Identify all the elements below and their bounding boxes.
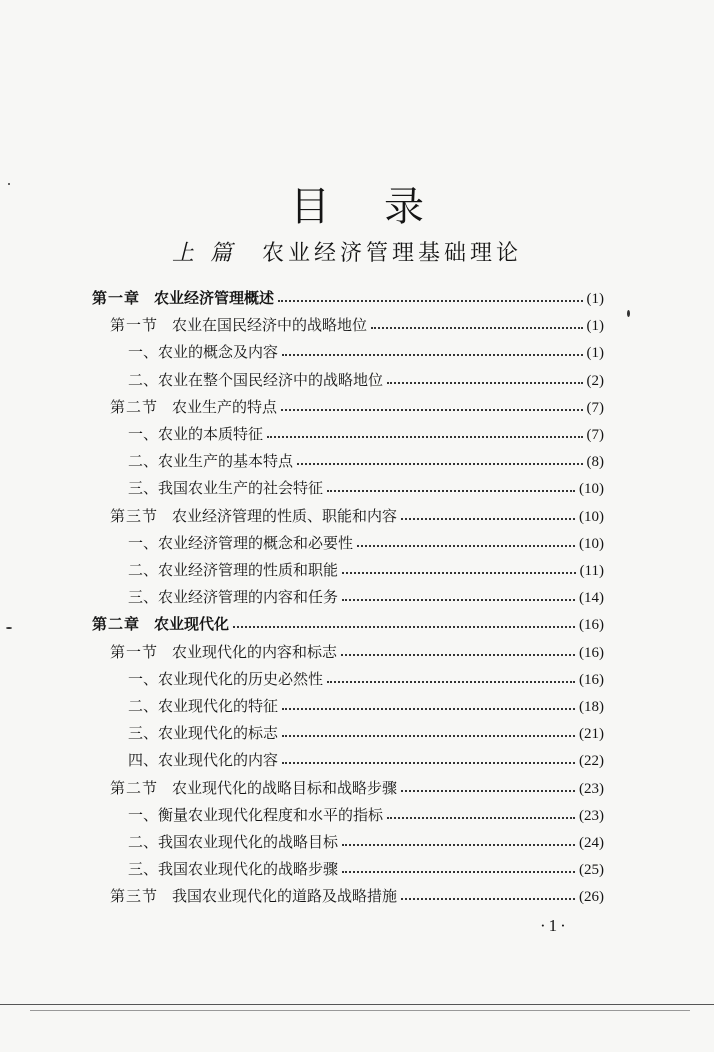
- toc-entry-label: [128, 339, 278, 365]
- page-number: ·1·: [540, 916, 569, 935]
- toc-entry-number: 第三节: [110, 887, 159, 906]
- toc-entry-title: 三、我国农业生产的社会特征: [128, 479, 324, 498]
- toc-entry-page: (1): [586, 345, 604, 362]
- toc-entry-title: 二、农业现代化的特征: [128, 697, 279, 715]
- toc-entry-section: [110, 775, 604, 801]
- scan-rule-line-faint: [30, 1010, 690, 1011]
- toc-entry-label: [128, 829, 338, 855]
- toc-entry-label: [110, 503, 397, 529]
- toc-entry-page: (8): [586, 454, 604, 471]
- toc-entry-title: 农业现代化的内容和标志: [172, 642, 338, 661]
- toc-entry-chapter: [92, 611, 604, 637]
- toc-entry-page: (7): [586, 427, 604, 443]
- toc-entry-page: (25): [579, 862, 604, 879]
- toc-entry-page: (10): [579, 508, 604, 525]
- dot-leader: [342, 572, 576, 574]
- toc-entry-number: 第一章: [92, 289, 141, 307]
- toc-entry-label: [92, 285, 274, 311]
- toc-entry-label: [128, 584, 338, 610]
- dot-leader: [371, 327, 582, 329]
- dot-leader: [387, 382, 582, 384]
- toc-entry-label: [110, 394, 277, 420]
- toc-entry-label: [128, 747, 278, 773]
- toc-entry-item: [128, 448, 604, 474]
- toc-entry-title: 农业经济管理概述: [154, 289, 275, 307]
- toc-entry-label: [128, 421, 263, 447]
- toc-entry-title: 农业生产的特点: [172, 397, 278, 416]
- toc-entry-page: (16): [579, 644, 604, 661]
- toc-entry-item: [128, 475, 604, 501]
- toc-entry-title: 三、农业经济管理的内容和任务: [128, 588, 339, 607]
- dot-leader: [281, 409, 582, 411]
- scan-rule-line: [0, 1004, 714, 1005]
- toc-entry-page: (7): [586, 399, 604, 416]
- dot-leader: [267, 436, 582, 438]
- toc-entry-label: [128, 475, 323, 501]
- toc-entry-item: [128, 802, 604, 828]
- toc-entry-title: 一、衡量农业现代化程度和水平的指标: [128, 805, 384, 824]
- dot-leader: [282, 762, 575, 764]
- toc-entry-label: [110, 312, 367, 338]
- toc-entry-number: 第二节: [110, 778, 159, 797]
- toc-entry-item: [128, 530, 604, 556]
- part-title: 农业经济管理基础理论: [262, 241, 523, 266]
- toc-entry-number: 第三节: [110, 506, 159, 525]
- toc-entry-title: 四、农业现代化的内容: [128, 751, 279, 770]
- toc-entry-title: 一、农业的本质特征: [128, 425, 264, 443]
- scan-speck: [8, 183, 10, 185]
- toc-entry-chapter: [92, 285, 604, 311]
- dot-leader: [233, 626, 575, 628]
- scan-speck: [627, 310, 630, 317]
- toc-entry-section: [110, 312, 604, 338]
- toc-entry-item: [128, 421, 604, 447]
- toc-entry-page: (11): [579, 563, 604, 579]
- toc-entry-page: (1): [586, 291, 604, 307]
- toc-entry-page: (26): [579, 889, 604, 906]
- toc-entry-page: (2): [586, 372, 604, 389]
- toc-entry-title: 一、农业的概念及内容: [128, 343, 279, 362]
- toc-entry-title: 我国农业现代化的道路及战略措施: [172, 887, 398, 906]
- toc-entry-title: 农业现代化的战略目标和战略步骤: [172, 778, 398, 797]
- toc-entry-title: 一、农业经济管理的概念和必要性: [128, 533, 354, 552]
- toc-entry-label: [128, 530, 353, 556]
- toc-entry-item: [128, 829, 604, 855]
- scan-speck: [6, 627, 12, 629]
- toc-entry-item: [128, 720, 604, 746]
- toc-entry-section: [110, 394, 604, 420]
- dot-leader: [282, 735, 575, 737]
- dot-leader: [327, 490, 575, 492]
- dot-leader: [297, 463, 582, 465]
- toc-entry-item: [128, 339, 604, 365]
- toc-entry-number: 第二章: [92, 615, 141, 634]
- toc-entry-title: 农业在国民经济中的战略地位: [172, 316, 368, 335]
- toc-entry-page: (23): [579, 807, 604, 824]
- toc-entry-page: (21): [579, 726, 604, 743]
- toc-entry-page: (14): [579, 590, 604, 607]
- toc-entry-title: 二、农业在整个国民经济中的战略地位: [128, 370, 384, 389]
- toc-entry-item: [128, 557, 604, 583]
- toc-entry-item: [128, 666, 604, 692]
- toc-entry-title: 三、我国农业现代化的战略步骤: [128, 860, 339, 879]
- dot-leader: [282, 354, 582, 356]
- dot-leader: [387, 817, 575, 819]
- toc-entry-label: [128, 802, 383, 828]
- toc-entry-label: [128, 557, 338, 583]
- toc-entry-label: [128, 367, 383, 393]
- toc-entry-item: [128, 584, 604, 610]
- dot-leader: [327, 681, 575, 683]
- toc-entry-page: (18): [579, 699, 604, 715]
- toc-entry-label: [128, 693, 278, 719]
- toc-entry-title: 三、农业现代化的标志: [128, 724, 279, 743]
- toc-entry-label: [110, 639, 337, 665]
- toc-entry-item: [128, 856, 604, 882]
- toc-entry-label: [110, 883, 397, 909]
- dot-leader: [401, 898, 575, 900]
- toc-entry-section: [110, 639, 604, 665]
- toc-entry-page: (16): [579, 617, 604, 634]
- dot-leader: [341, 654, 575, 656]
- toc-entry-section: [110, 503, 604, 529]
- toc-entry-title: 农业经济管理的性质、职能和内容: [172, 506, 398, 525]
- toc-entry-number: 第一节: [110, 642, 159, 661]
- dot-leader: [342, 599, 575, 601]
- dot-leader: [282, 708, 575, 710]
- toc-entry-item: [128, 367, 604, 393]
- toc-entry-page: (1): [586, 318, 604, 335]
- dot-leader: [401, 518, 575, 520]
- toc-entry-label: [92, 611, 229, 637]
- toc-entry-title: 一、农业现代化的历史必然性: [128, 669, 324, 688]
- dot-leader: [342, 844, 575, 846]
- toc-entry-page: (10): [579, 535, 604, 552]
- toc-entry-item: [128, 693, 604, 719]
- part-number: 上篇: [172, 241, 249, 266]
- dot-leader: [401, 790, 575, 792]
- toc-entry-page: (16): [579, 671, 604, 688]
- toc-entry-item: [128, 747, 604, 773]
- toc-entry-title: 二、我国农业现代化的战略目标: [128, 833, 339, 851]
- toc-entry-page: (10): [579, 481, 604, 498]
- toc-entry-label: [128, 448, 293, 474]
- toc-entry-number: 第一节: [110, 316, 159, 335]
- toc-entry-label: [128, 720, 278, 746]
- toc-entry-label: [110, 775, 397, 801]
- dot-leader: [357, 545, 575, 547]
- toc-entry-title: 二、农业经济管理的性质和职能: [128, 561, 339, 579]
- toc-entry-section: [110, 883, 604, 909]
- toc-entry-page: (22): [579, 753, 604, 770]
- toc-entry-title: 农业现代化: [154, 615, 230, 634]
- toc-entry-page: (24): [579, 835, 604, 851]
- toc-entry-number: 第二节: [110, 397, 159, 416]
- toc-entry-label: [128, 666, 323, 692]
- toc-entry-title: 二、农业生产的基本特点: [128, 452, 294, 471]
- toc-entry-page: (23): [579, 780, 604, 797]
- dot-leader: [278, 300, 582, 302]
- page-title: 目录: [290, 184, 478, 230]
- toc-entry-label: [128, 856, 338, 882]
- dot-leader: [342, 871, 575, 873]
